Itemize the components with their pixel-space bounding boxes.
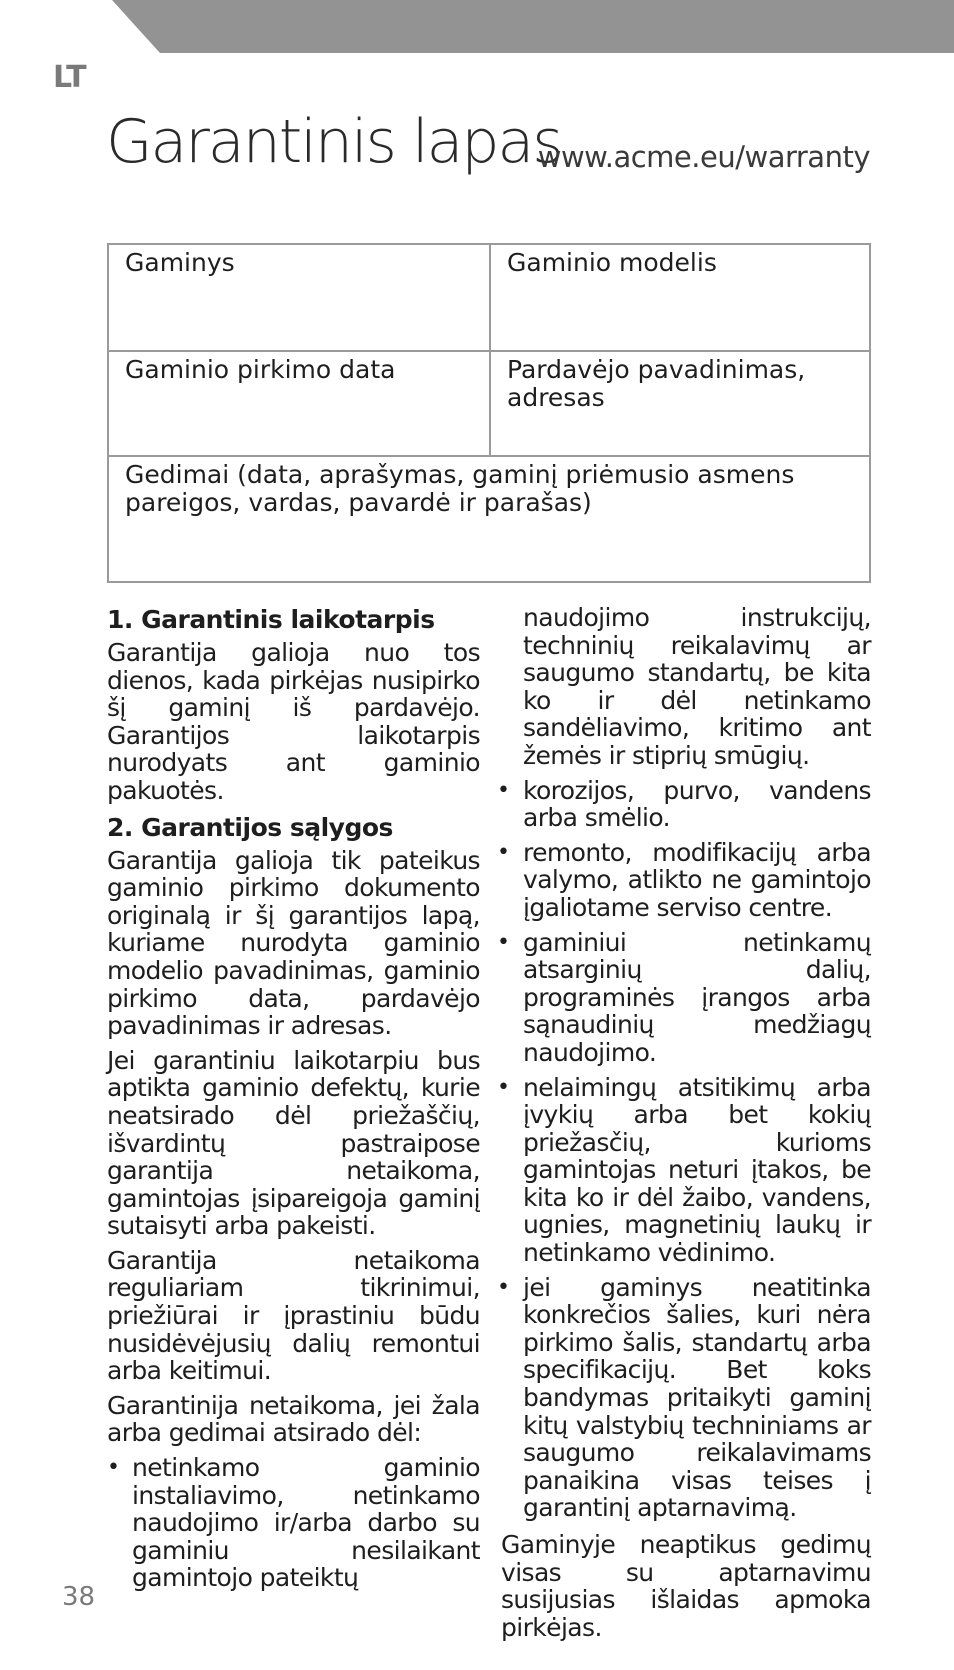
right-column: [497, 603, 871, 1648]
header-band: [0, 0, 954, 56]
list-item-text: netinkamo gaminio instaliavimo, netinkamo naudojimo ir/arba darbo su gaminiu nesilaikant gamintojo pateiktų: [132, 1453, 480, 1593]
list-item-text: nelaimingų atsitikimų arba įvykių arba bet kokių priežasčių, kurioms gamintojas neturi įtakos, be kita ko ir dėl žaibo, vandens, ugnies, magnetinių laukų ir netinkamo vėdinimo.: [523, 1072, 871, 1268]
product-label: Gaminys: [125, 248, 235, 277]
bullet-icon: •: [497, 839, 510, 865]
purchase-date-cell: [109, 350, 489, 455]
list-item-continued-text: naudojimo instrukcijų, techninių reikalavimų ar saugumo standartų, be kita ko ir dėl netinkamo sandėliavimo, kritimo ant žemės ir stiprių smūgių.: [523, 603, 871, 770]
section-2-paragraph-1: Garantija galioja tik pateikus gaminio pirkimo dokumento originalą ir šį garantijos lapą, kuriame nurodyta gaminio modelio pavadinimas, gaminio pirkimo data, pardavėjo pavadinimas ir adresas.: [107, 845, 480, 1041]
section-2-paragraph-4: Garantinija netaikoma, jei žala arba gedimai atsirado dėl:: [107, 1390, 480, 1448]
bullet-icon: •: [497, 777, 510, 803]
bullet-icon: •: [497, 1074, 510, 1100]
list-item-text: jei gaminys neatitinka konkrečios šalies, kuri nėra pirkimo šalis, standartų arba specifikacijų. Bet koks bandymas pritaikyti gaminį kitų valstybių techniniams ar saugumo reikalavimams panaikina visas teises į garantinį aptarnavimą.: [523, 1272, 871, 1523]
warranty-form-table: [107, 243, 871, 583]
exclusions-list-continued: [497, 775, 871, 1523]
seller-cell: [489, 350, 869, 455]
exclusions-list: [107, 1454, 480, 1592]
section-1-text: Garantija galioja nuo tos dienos, kada pirkėjas nusipirko šį gaminį iš pardavėjo. Garantijos laikotarpis nurodyats ant gaminio pakuotės.: [107, 638, 480, 805]
product-model-cell: [489, 245, 869, 350]
list-item-text: remonto, modifikacijų arba valymo, atlikto ne gamintojo įgaliotame serviso centre.: [523, 837, 871, 922]
product-model-label: Gaminio modelis: [507, 248, 717, 277]
section-2-heading: 2. Garantijos sąlygos: [107, 812, 393, 842]
bullet-icon: •: [497, 1274, 510, 1300]
list-item: [107, 1454, 480, 1592]
closing-paragraph: Gaminyje neaptikus gedimų visas su aptarnavimu susijusias išlaidas apmoka pirkėjas.: [501, 1530, 871, 1642]
section-2-paragraph-3: Garantija netaikoma reguliariam tikrinimui, priežiūrai ir įprastiniu būdu nusidėvėjusių dalių remontui arba keitimui.: [107, 1245, 480, 1386]
section-2-paragraph-2: Jei garantiniu laikotarpiu bus aptikta gaminio defektų, kurie neatsirado dėl priežaščių, išvardintų pastraipose garantija netaikoma, gamintojas įsipareigoja gaminį sutaisyti arba pakeisti.: [107, 1045, 480, 1241]
list-item-text: gaminiui netinkamų atsarginių dalių, programinės įrangos arba sąnaudinių medžiagų naudojimo.: [523, 927, 871, 1067]
language-code: LT: [53, 60, 86, 95]
list-item-text: korozijos, purvo, vandens arba smėlio.: [523, 775, 871, 833]
faults-cell: [109, 455, 869, 583]
list-item: [497, 775, 871, 833]
warranty-url: www.acme.eu/warranty: [537, 140, 870, 174]
list-item: [497, 927, 871, 1067]
list-item: [497, 1072, 871, 1268]
page-number: 38: [62, 1582, 96, 1612]
left-column: [107, 604, 480, 1599]
section-1-heading: 1. Garantinis laikotarpis: [107, 605, 435, 634]
faults-label: Gedimai (data, aprašymas, gaminį priėmusio asmens pareigos, vardas, pavardė ir parašas): [125, 460, 795, 517]
page-title: Garantinis lapas: [106, 107, 562, 177]
list-item: [497, 1272, 871, 1523]
seller-label: Pardavėjo pavadinimas, adresas: [507, 355, 806, 412]
product-cell: [109, 245, 489, 350]
bullet-icon: •: [497, 929, 510, 955]
purchase-date-label: Gaminio pirkimo data: [125, 355, 396, 384]
bullet-icon: •: [107, 1455, 120, 1481]
header-band-shape: [112, 0, 954, 53]
list-item: [497, 837, 871, 922]
